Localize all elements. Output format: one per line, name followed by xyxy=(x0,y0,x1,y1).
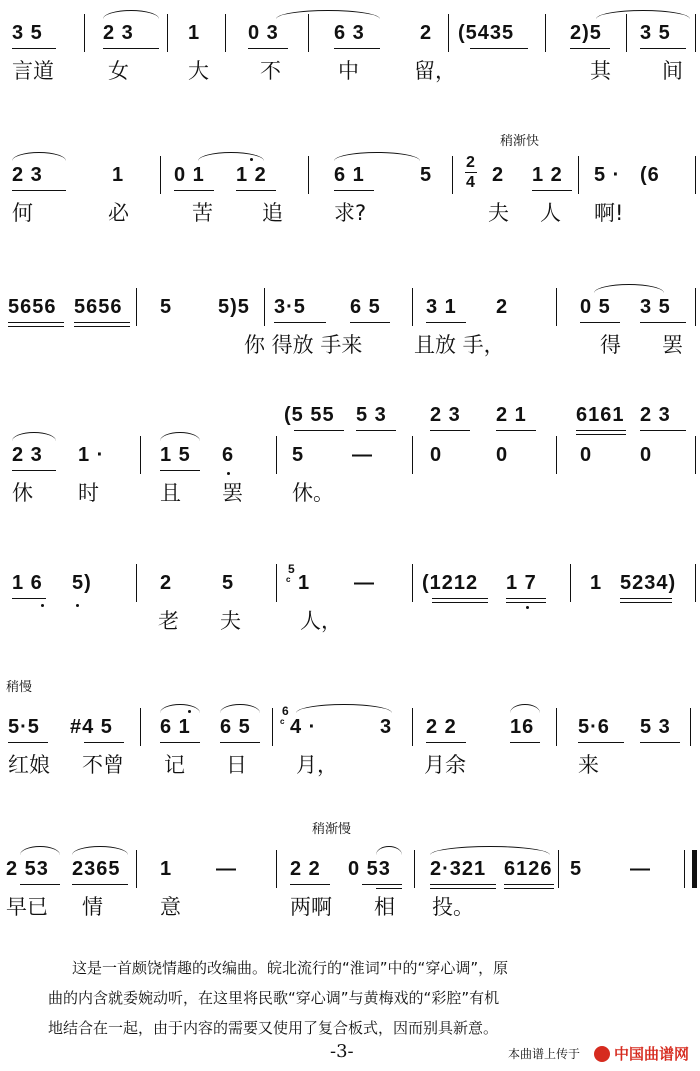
note-group: — xyxy=(354,572,375,594)
note-group: 2 2 xyxy=(426,716,457,738)
note-group: 3 1 xyxy=(426,296,457,318)
note-group: 5·6 xyxy=(578,716,610,738)
note-group: 2 xyxy=(496,296,509,318)
lyric: 相 xyxy=(374,895,395,919)
note-group: 2 xyxy=(492,164,505,186)
note-group: 5234) xyxy=(620,572,677,594)
note-group: 6126 xyxy=(504,858,553,880)
note-group: 3 5 xyxy=(12,22,43,44)
note-group: 1 2 xyxy=(236,164,267,186)
note-group: 2 2 xyxy=(290,858,321,880)
lyric: 记 xyxy=(164,753,185,777)
note-group: 0 xyxy=(430,444,443,466)
note-group: 6 1 xyxy=(160,716,191,738)
lyric: 人 xyxy=(540,201,561,225)
note-group: 2 53 xyxy=(6,858,49,880)
lyric: 留， xyxy=(414,59,456,83)
note-group: 3·5 xyxy=(274,296,306,318)
note-group: 3 5 xyxy=(640,296,671,318)
note-group: 6 3 xyxy=(334,22,365,44)
lyric: 投。 xyxy=(432,895,474,919)
note-group: 5 · xyxy=(594,164,621,186)
lyric: 间 xyxy=(662,59,683,83)
lyric: 其 xyxy=(590,59,611,83)
note-group: 6 xyxy=(222,444,235,466)
note-group: 0 5 xyxy=(580,296,611,318)
tempo-marking: 稍渐快 xyxy=(500,134,540,149)
lyric: 日 xyxy=(226,753,247,777)
note-group: 2 3 xyxy=(640,404,671,426)
note-group: 5 xyxy=(420,164,433,186)
lyric: 人， xyxy=(300,609,342,633)
lyric: 苦 xyxy=(192,201,213,225)
lyric: 不 xyxy=(260,59,281,83)
lyric: 且 xyxy=(160,481,181,505)
lyric: 女 xyxy=(108,59,129,83)
note-group: 5656 xyxy=(74,296,123,318)
note-group: 1 7 xyxy=(506,572,537,594)
note-group: 1 xyxy=(112,164,125,186)
note-group: 5 xyxy=(160,296,173,318)
lyric: 夫 xyxy=(220,609,241,633)
note-group: 2 3 xyxy=(12,164,43,186)
note-group: (1212 xyxy=(422,572,479,594)
note-group: 2 3 xyxy=(103,22,134,44)
note-group: 2·321 xyxy=(430,858,487,880)
lyric: 大 xyxy=(188,59,209,83)
lyric: 言道 xyxy=(12,59,54,83)
lyric: 夫 xyxy=(488,201,509,225)
note-group: 1 xyxy=(160,858,173,880)
lyric: 月余 xyxy=(424,753,466,777)
note-group: 1 2 xyxy=(532,164,563,186)
note-group: (5 55 xyxy=(284,404,335,426)
note-group: 6161 xyxy=(576,404,625,426)
note-group: 16 xyxy=(510,716,535,738)
note-group: 0 xyxy=(580,444,593,466)
lyric: 必 xyxy=(108,201,129,225)
note-group: 3 5 xyxy=(640,22,671,44)
lyric: 啊! xyxy=(594,201,624,225)
note-group: (5435 xyxy=(458,22,515,44)
lyric: 中 xyxy=(338,59,359,83)
note-group: 6 5 xyxy=(220,716,251,738)
note-group: 5 xyxy=(292,444,305,466)
logo-icon xyxy=(594,1046,610,1062)
lyric: 月， xyxy=(296,753,338,777)
note-group: 5 xyxy=(570,858,583,880)
note-group: 0 53 xyxy=(348,858,391,880)
site-logo[interactable] xyxy=(594,1043,698,1065)
note-group: (6 xyxy=(640,164,660,186)
tr-ornament: ᶜ xyxy=(280,716,286,730)
note-group: 0 xyxy=(640,444,653,466)
source-label: 本曲谱上传于 xyxy=(508,1047,581,1061)
lyric: 早已 xyxy=(6,895,48,919)
note-group: 0 1 xyxy=(174,164,205,186)
lyric: 休。 xyxy=(292,481,334,505)
lyric: 红娘 xyxy=(8,753,50,777)
description-line-2: 曲的内含就委婉动听，在这里将民歌“穿心调”与黄梅戏的“彩腔”有机 xyxy=(48,989,500,1007)
grace-note: 6 xyxy=(282,704,290,718)
note-group: 4 · xyxy=(290,716,317,738)
lyric: 时 xyxy=(78,481,99,505)
note-group: 2 xyxy=(160,572,173,594)
note-group: #4 5 xyxy=(70,716,113,738)
note-group: 5)5 xyxy=(218,296,250,318)
logo-text: 中国曲谱网 xyxy=(614,1045,690,1063)
note-group: 1 xyxy=(590,572,603,594)
lyric: 不曾 xyxy=(82,753,124,777)
instrumental-line xyxy=(0,400,700,430)
note-group: 6 1 xyxy=(334,164,365,186)
note-group: 0 xyxy=(496,444,509,466)
note-group: 1 5 xyxy=(160,444,191,466)
note-group: 3 xyxy=(380,716,393,738)
lyric: 意 xyxy=(160,895,181,919)
lyric: 来 xyxy=(578,753,599,777)
lyric: 追 xyxy=(262,201,283,225)
lyric: 罢 xyxy=(662,333,683,357)
tr-ornament: ᶜ xyxy=(286,574,292,588)
time-signature-bottom: 4 xyxy=(466,174,476,191)
description-line-1: 这是一首颇饶情趣的改编曲。皖北流行的“淮词”中的“穿心调”，原 xyxy=(72,959,509,977)
grace-note: 5 xyxy=(288,562,296,576)
note-group: 2 1 xyxy=(496,404,527,426)
lyric: 老 xyxy=(158,609,179,633)
note-group: 5 xyxy=(222,572,235,594)
note-group: 5·5 xyxy=(8,716,40,738)
note-group: 1 xyxy=(188,22,201,44)
lyric: 休 xyxy=(12,481,33,505)
tempo-marking: 稍渐慢 xyxy=(312,822,352,837)
note-group: — xyxy=(216,858,237,880)
lyric: 得 xyxy=(600,333,621,357)
page-number: -3- xyxy=(330,1041,354,1062)
note-group: — xyxy=(630,858,651,880)
time-signature-top: 2 xyxy=(466,154,476,171)
tempo-marking: 稍慢 xyxy=(6,680,33,695)
lyric: 且放 手， xyxy=(414,333,505,357)
note-group: 1 xyxy=(298,572,311,594)
note-group: 5656 xyxy=(8,296,57,318)
note-group: 2365 xyxy=(72,858,121,880)
lyric: 两啊 xyxy=(290,895,332,919)
lyric: 求? xyxy=(334,201,367,225)
note-group: — xyxy=(352,444,373,466)
note-group: 5 3 xyxy=(356,404,387,426)
note-group: 1 6 xyxy=(12,572,43,594)
lyric: 情 xyxy=(82,895,103,919)
note-group: 2 xyxy=(420,22,433,44)
note-group: 5) xyxy=(72,572,92,594)
note-group: 5 3 xyxy=(640,716,671,738)
lyric: 何 xyxy=(12,201,33,225)
note-group: 2)5 xyxy=(570,22,602,44)
note-group: 2 3 xyxy=(12,444,43,466)
note-group: 1 · xyxy=(78,444,105,466)
lyric: 你 得放 手来 xyxy=(244,333,363,357)
description-line-3: 地结合在一起，由于内容的需要又使用了复合板式，因而别具新意。 xyxy=(48,1019,499,1037)
note-group: 6 5 xyxy=(350,296,381,318)
note-group: 0 3 xyxy=(248,22,279,44)
lyric: 罢 xyxy=(222,481,243,505)
note-group: 2 3 xyxy=(430,404,461,426)
